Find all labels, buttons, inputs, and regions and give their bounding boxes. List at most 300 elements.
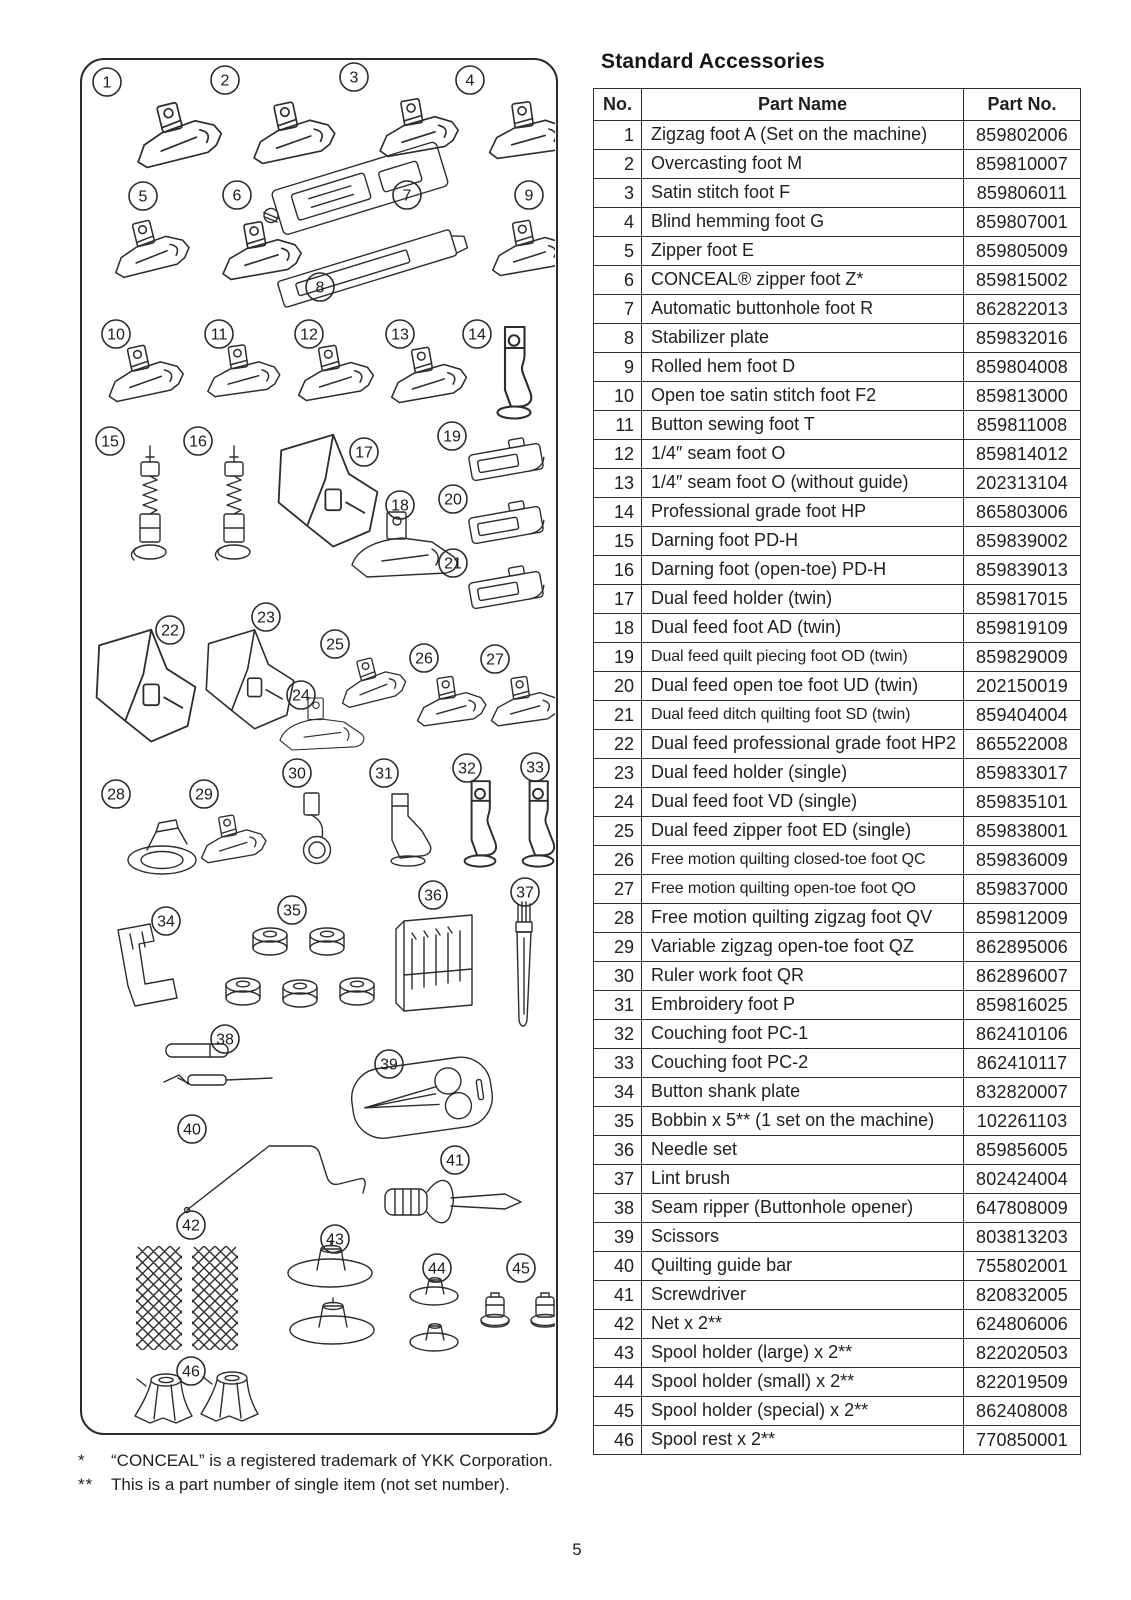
table-row: [594, 1049, 1081, 1078]
cell-no: 33: [594, 1049, 642, 1078]
cell-part-no: 832820007: [964, 1078, 1081, 1107]
cell-part-no: 859829009: [964, 643, 1081, 672]
accessory-illustration-37: [516, 902, 532, 1026]
item-number-label: 37: [516, 884, 534, 902]
table-row: [594, 179, 1081, 208]
cell-part-no: 202150019: [964, 672, 1081, 701]
cell-part-name: Button sewing foot T: [642, 411, 964, 440]
footnotes: [78, 1449, 560, 1497]
diagram-item-17: [279, 435, 378, 547]
diagram-item-13: [384, 320, 468, 404]
item-number-label: 34: [157, 913, 175, 931]
accessories-table: [593, 88, 1081, 1455]
accessories-section: [593, 50, 1080, 1455]
cell-no: 46: [594, 1426, 642, 1455]
table-row: [594, 440, 1081, 469]
cell-no: 10: [594, 382, 642, 411]
accessory-illustration-20: [467, 498, 546, 544]
cell-part-name: Couching foot PC-2: [642, 1049, 964, 1078]
item-number-label: 17: [355, 444, 373, 462]
cell-part-name: Zigzag foot A (Set on the machine): [642, 121, 964, 150]
item-number-label: 13: [391, 326, 409, 344]
cell-part-no: 803813203: [964, 1223, 1081, 1252]
accessory-illustration-8: [277, 226, 469, 308]
accessory-illustration-11: [202, 341, 281, 398]
item-number-label: 39: [380, 1056, 398, 1074]
table-row: [594, 1020, 1081, 1049]
diagram-item-1: [93, 68, 225, 169]
cell-no: 24: [594, 788, 642, 817]
item-number-label: 42: [182, 1217, 200, 1235]
diagram-item-33: [521, 753, 554, 867]
item-number-label: 26: [415, 650, 433, 668]
diagram-item-15: [96, 427, 166, 560]
cell-no: 31: [594, 991, 642, 1020]
table-row: [594, 643, 1081, 672]
diagram-item-34: [118, 907, 180, 1006]
cell-part-no: 802424004: [964, 1165, 1081, 1194]
cell-no: 34: [594, 1078, 642, 1107]
table-row: [594, 614, 1081, 643]
cell-no: 27: [594, 875, 642, 904]
item-number-label: 16: [189, 433, 207, 451]
diagram-item-46: [135, 1357, 258, 1423]
footnote-text: “CONCEAL” is a registered trademark of YKK Corporation.: [111, 1451, 553, 1470]
cell-part-name: Darning foot PD-H: [642, 527, 964, 556]
cell-no: 45: [594, 1397, 642, 1426]
item-number-label: 1: [102, 74, 112, 92]
cell-no: 15: [594, 527, 642, 556]
cell-part-no: 859832016: [964, 324, 1081, 353]
cell-part-no: 859802006: [964, 121, 1081, 150]
cell-part-no: 859816025: [964, 991, 1081, 1020]
item-number-label: 40: [183, 1121, 201, 1139]
cell-part-no: 862895006: [964, 933, 1081, 962]
item-number-label: 15: [101, 433, 119, 451]
cell-no: 1: [594, 121, 642, 150]
cell-no: 9: [594, 353, 642, 382]
table-row: [594, 527, 1081, 556]
diagram-item-45: [481, 1254, 555, 1327]
diagram-item-5: [105, 182, 192, 279]
table-row: [594, 266, 1081, 295]
item-number-label: 36: [424, 887, 442, 905]
accessories-diagram-svg: [82, 60, 555, 1432]
accessory-illustration-42: [136, 1135, 238, 1432]
cell-no: 29: [594, 933, 642, 962]
cell-no: 19: [594, 643, 642, 672]
accessory-illustration-9: [485, 215, 555, 277]
item-number-label: 7: [402, 187, 412, 205]
table-row: [594, 353, 1081, 382]
cell-no: 37: [594, 1165, 642, 1194]
cell-part-name: Button shank plate: [642, 1078, 964, 1107]
accessory-illustration-45: [481, 1293, 555, 1327]
cell-part-name: Dual feed professional grade foot HP2: [642, 730, 964, 759]
diagram-item-12: [291, 320, 375, 402]
cell-part-no: 859856005: [964, 1136, 1081, 1165]
diagram-item-40: [178, 1115, 365, 1213]
table-row: [594, 498, 1081, 527]
cell-no: 17: [594, 585, 642, 614]
cell-part-no: 859810007: [964, 150, 1081, 179]
cell-no: 7: [594, 295, 642, 324]
table-row: [594, 1136, 1081, 1165]
accessory-illustration-4: [483, 97, 555, 159]
cell-part-name: Spool holder (small) x 2**: [642, 1368, 964, 1397]
cell-no: 43: [594, 1339, 642, 1368]
table-row: [594, 585, 1081, 614]
diagram-item-8: [277, 226, 469, 308]
cell-part-no: 859804008: [964, 353, 1081, 382]
diagram-item-41: [385, 1146, 521, 1223]
diagram-item-6: [215, 181, 303, 281]
accessory-illustration-23: [206, 630, 293, 729]
accessory-illustration-36: [396, 915, 472, 1011]
accessory-illustration-15: [131, 446, 166, 560]
item-number-label: 2: [220, 72, 230, 90]
cell-no: 8: [594, 324, 642, 353]
diagram-item-23: [206, 603, 293, 729]
cell-no: 21: [594, 701, 642, 730]
table-row: [594, 1078, 1081, 1107]
diagram-item-11: [202, 320, 281, 398]
item-number-label: 21: [444, 555, 462, 573]
diagram-item-16: [184, 427, 250, 560]
diagram-item-42: [136, 1135, 238, 1432]
cell-no: 44: [594, 1368, 642, 1397]
cell-no: 13: [594, 469, 642, 498]
item-number-label: 44: [428, 1260, 446, 1278]
cell-part-name: Stabilizer plate: [642, 324, 964, 353]
cell-part-name: Ruler work foot QR: [642, 962, 964, 991]
cell-part-name: Dual feed ditch quilting foot SD (twin): [642, 701, 964, 730]
table-row: [594, 701, 1081, 730]
diagram-item-26: [410, 644, 488, 727]
cell-part-no: 859836009: [964, 846, 1081, 875]
item-number-label: 30: [288, 765, 306, 783]
item-number-label: 38: [216, 1031, 234, 1049]
table-row: [594, 295, 1081, 324]
item-number-label: 9: [524, 187, 534, 205]
diagram-item-7: [258, 141, 449, 239]
accessory-illustration-2: [244, 95, 337, 165]
diagram-item-44: [410, 1254, 458, 1351]
table-header-row: [594, 89, 1081, 121]
accessory-illustration-40: [185, 1146, 366, 1213]
cell-part-no: 202313104: [964, 469, 1081, 498]
cell-part-no: 862822013: [964, 295, 1081, 324]
item-number-label: 3: [349, 69, 359, 87]
table-row: [594, 933, 1081, 962]
cell-no: 41: [594, 1281, 642, 1310]
table-row: [594, 237, 1081, 266]
cell-part-no: 859833017: [964, 759, 1081, 788]
accessory-illustration-39: [348, 1053, 496, 1142]
item-number-label: 20: [444, 491, 462, 509]
accessory-illustration-35: [226, 928, 374, 1007]
accessory-illustration-43: [288, 1241, 374, 1344]
table-row: [594, 150, 1081, 179]
cell-part-no: 862896007: [964, 962, 1081, 991]
footnote-conceal: [78, 1449, 560, 1473]
table-row: [594, 875, 1081, 904]
cell-no: 2: [594, 150, 642, 179]
diagram-item-35: [226, 896, 374, 1007]
cell-part-name: Dual feed foot AD (twin): [642, 614, 964, 643]
cell-no: 6: [594, 266, 642, 295]
cell-part-name: Screwdriver: [642, 1281, 964, 1310]
cell-no: 39: [594, 1223, 642, 1252]
diagram-item-19: [438, 422, 546, 481]
cell-part-name: Professional grade foot HP: [642, 498, 964, 527]
item-number-label: 12: [300, 326, 318, 344]
cell-part-name: Satin stitch foot F: [642, 179, 964, 208]
item-number-label: 4: [465, 72, 475, 90]
diagram-item-29: [190, 780, 268, 864]
cell-part-name: 1/4″ seam foot O (without guide): [642, 469, 964, 498]
cell-no: 4: [594, 208, 642, 237]
cell-part-name: Blind hemming foot G: [642, 208, 964, 237]
table-row: [594, 904, 1081, 933]
cell-part-no: 624806006: [964, 1310, 1081, 1339]
table-row: [594, 382, 1081, 411]
diagram-item-36: [396, 881, 472, 1011]
cell-part-name: Lint brush: [642, 1165, 964, 1194]
diagram-item-4: [456, 66, 555, 159]
cell-part-name: Dual feed foot VD (single): [642, 788, 964, 817]
cell-part-no: 822020503: [964, 1339, 1081, 1368]
table-row: [594, 556, 1081, 585]
cell-part-no: 859807001: [964, 208, 1081, 237]
cell-part-name: Seam ripper (Buttonhole opener): [642, 1194, 964, 1223]
accessory-illustration-33: [523, 781, 555, 866]
accessory-illustration-26: [412, 672, 488, 726]
item-number-label: 32: [458, 760, 476, 778]
cell-part-no: 859805009: [964, 237, 1081, 266]
accessories-diagram: [80, 58, 558, 1435]
table-row: [594, 962, 1081, 991]
table-row: [594, 469, 1081, 498]
cell-part-name: Overcasting foot M: [642, 150, 964, 179]
item-number-label: 19: [443, 428, 461, 446]
cell-part-no: 865803006: [964, 498, 1081, 527]
diagram-item-38: [164, 1025, 272, 1085]
cell-part-no: 859813000: [964, 382, 1081, 411]
diagram-item-14: [463, 320, 531, 419]
accessory-illustration-1: [126, 94, 225, 170]
table-row: [594, 324, 1081, 353]
cell-part-name: Couching foot PC-1: [642, 1020, 964, 1049]
accessory-illustration-25: [334, 651, 409, 709]
table-row: [594, 846, 1081, 875]
diagram-item-20: [439, 485, 546, 544]
cell-no: 3: [594, 179, 642, 208]
cell-part-name: Zipper foot E: [642, 237, 964, 266]
item-number-label: 31: [375, 765, 393, 783]
diagram-item-27: [481, 645, 555, 727]
cell-part-no: 102261103: [964, 1107, 1081, 1136]
accessory-illustration-18: [352, 512, 457, 577]
accessory-illustration-19: [467, 435, 546, 481]
table-row: [594, 1252, 1081, 1281]
cell-part-no: 859404004: [964, 701, 1081, 730]
item-number-label: 25: [326, 636, 344, 654]
accessory-illustration-28: [128, 820, 196, 874]
cell-part-no: 822019509: [964, 1368, 1081, 1397]
cell-part-no: 859814012: [964, 440, 1081, 469]
cell-part-name: Dual feed holder (twin): [642, 585, 964, 614]
accessory-illustration-14: [498, 327, 532, 419]
diagram-item-18: [352, 491, 457, 577]
cell-no: 14: [594, 498, 642, 527]
cell-part-no: 862410117: [964, 1049, 1081, 1078]
col-header-no: No.: [594, 89, 642, 121]
diagram-item-22: [97, 616, 196, 742]
cell-part-name: Variable zigzag open-toe foot QZ: [642, 933, 964, 962]
item-number-label: 14: [468, 326, 486, 344]
table-row: [594, 1281, 1081, 1310]
cell-part-name: Embroidery foot P: [642, 991, 964, 1020]
diagram-item-21: [439, 549, 546, 609]
cell-part-no: 859839013: [964, 556, 1081, 585]
accessory-illustration-41: [385, 1180, 521, 1222]
footnote-marker: *: [78, 1451, 86, 1470]
cell-no: 12: [594, 440, 642, 469]
accessory-illustration-29: [195, 810, 268, 864]
cell-part-name: Spool rest x 2**: [642, 1426, 964, 1455]
table-row: [594, 121, 1081, 150]
item-number-label: 11: [210, 326, 228, 344]
table-row: [594, 208, 1081, 237]
table-row: [594, 1368, 1081, 1397]
item-number-label: 8: [315, 279, 325, 297]
diagram-item-30: [283, 759, 331, 864]
cell-part-name: Free motion quilting open-toe foot QO: [642, 875, 964, 904]
item-number-label: 46: [182, 1363, 200, 1381]
item-number-label: 35: [283, 902, 301, 920]
item-number-label: 45: [512, 1260, 530, 1278]
cell-part-no: 859815002: [964, 266, 1081, 295]
diagram-item-31: [370, 759, 431, 866]
cell-part-name: Dual feed zipper foot ED (single): [642, 817, 964, 846]
cell-part-name: Needle set: [642, 1136, 964, 1165]
cell-part-no: 820832005: [964, 1281, 1081, 1310]
cell-part-no: 755802001: [964, 1252, 1081, 1281]
cell-no: 26: [594, 846, 642, 875]
diagram-item-28: [102, 780, 196, 874]
cell-no: 30: [594, 962, 642, 991]
cell-part-no: 859819109: [964, 614, 1081, 643]
footnote-marker: **: [78, 1474, 94, 1494]
table-row: [594, 991, 1081, 1020]
diagram-item-9: [485, 181, 555, 277]
cell-part-no: 859838001: [964, 817, 1081, 846]
item-number-label: 28: [107, 786, 125, 804]
cell-no: 11: [594, 411, 642, 440]
table-row: [594, 1165, 1081, 1194]
page-number: 5: [572, 1540, 582, 1559]
cell-no: 5: [594, 237, 642, 266]
item-number-label: 33: [526, 759, 544, 777]
cell-part-no: 862408008: [964, 1397, 1081, 1426]
accessory-illustration-16: [215, 446, 250, 560]
cell-part-name: Spool holder (large) x 2**: [642, 1339, 964, 1368]
table-row: [594, 672, 1081, 701]
cell-part-name: Bobbin x 5** (1 set on the machine): [642, 1107, 964, 1136]
cell-part-name: Free motion quilting closed-toe foot QC: [642, 846, 964, 875]
cell-part-no: 859811008: [964, 411, 1081, 440]
item-number-label: 27: [486, 651, 504, 669]
cell-no: 42: [594, 1310, 642, 1339]
cell-no: 22: [594, 730, 642, 759]
cell-part-name: Quilting guide bar: [642, 1252, 964, 1281]
cell-part-name: Rolled hem foot D: [642, 353, 964, 382]
item-number-label: 41: [446, 1152, 464, 1170]
table-row: [594, 411, 1081, 440]
accessory-illustration-30: [304, 793, 331, 864]
accessory-illustration-5: [105, 212, 192, 279]
cell-part-name: Automatic buttonhole foot R: [642, 295, 964, 324]
accessory-illustration-21: [467, 563, 546, 609]
table-row: [594, 759, 1081, 788]
cell-no: 28: [594, 904, 642, 933]
cell-part-name: Dual feed open toe foot UD (twin): [642, 672, 964, 701]
cell-part-name: Open toe satin stitch foot F2: [642, 382, 964, 411]
table-row: [594, 788, 1081, 817]
cell-part-name: Free motion quilting zigzag foot QV: [642, 904, 964, 933]
cell-part-no: 859806011: [964, 179, 1081, 208]
table-row: [594, 1339, 1081, 1368]
cell-part-no: 865522008: [964, 730, 1081, 759]
diagram-item-24: [280, 681, 364, 750]
accessory-illustration-22: [97, 630, 196, 742]
item-number-label: 5: [138, 188, 148, 206]
cell-part-no: 859817015: [964, 585, 1081, 614]
table-row: [594, 1194, 1081, 1223]
cell-no: 35: [594, 1107, 642, 1136]
accessory-illustration-13: [384, 342, 468, 404]
diagram-item-37: [511, 878, 539, 1026]
cell-part-no: 859812009: [964, 904, 1081, 933]
cell-part-no: 647808009: [964, 1194, 1081, 1223]
footnote-text: This is a part number of single item (not set number).: [111, 1474, 510, 1494]
cell-part-no: 859839002: [964, 527, 1081, 556]
item-number-label: 6: [232, 187, 242, 205]
cell-part-name: CONCEAL® zipper foot Z*: [642, 266, 964, 295]
table-row: [594, 817, 1081, 846]
accessory-illustration-38: [164, 1044, 272, 1085]
item-number-label: 22: [161, 622, 179, 640]
cell-part-name: Darning foot (open-toe) PD-H: [642, 556, 964, 585]
diagram-item-3: [340, 63, 461, 158]
table-row: [594, 730, 1081, 759]
cell-part-no: 859835101: [964, 788, 1081, 817]
cell-no: 38: [594, 1194, 642, 1223]
diagram-item-32: [453, 754, 496, 867]
cell-no: 25: [594, 817, 642, 846]
accessory-illustration-32: [465, 781, 497, 866]
cell-part-name: Scissors: [642, 1223, 964, 1252]
accessory-illustration-34: [118, 924, 177, 1006]
accessory-illustration-3: [372, 93, 460, 158]
accessory-illustration-27: [486, 672, 555, 726]
diagram-item-25: [321, 630, 408, 709]
cell-part-no: 862410106: [964, 1020, 1081, 1049]
table-row: [594, 1107, 1081, 1136]
cell-part-name: Dual feed quilt piecing foot OD (twin): [642, 643, 964, 672]
cell-no: 20: [594, 672, 642, 701]
